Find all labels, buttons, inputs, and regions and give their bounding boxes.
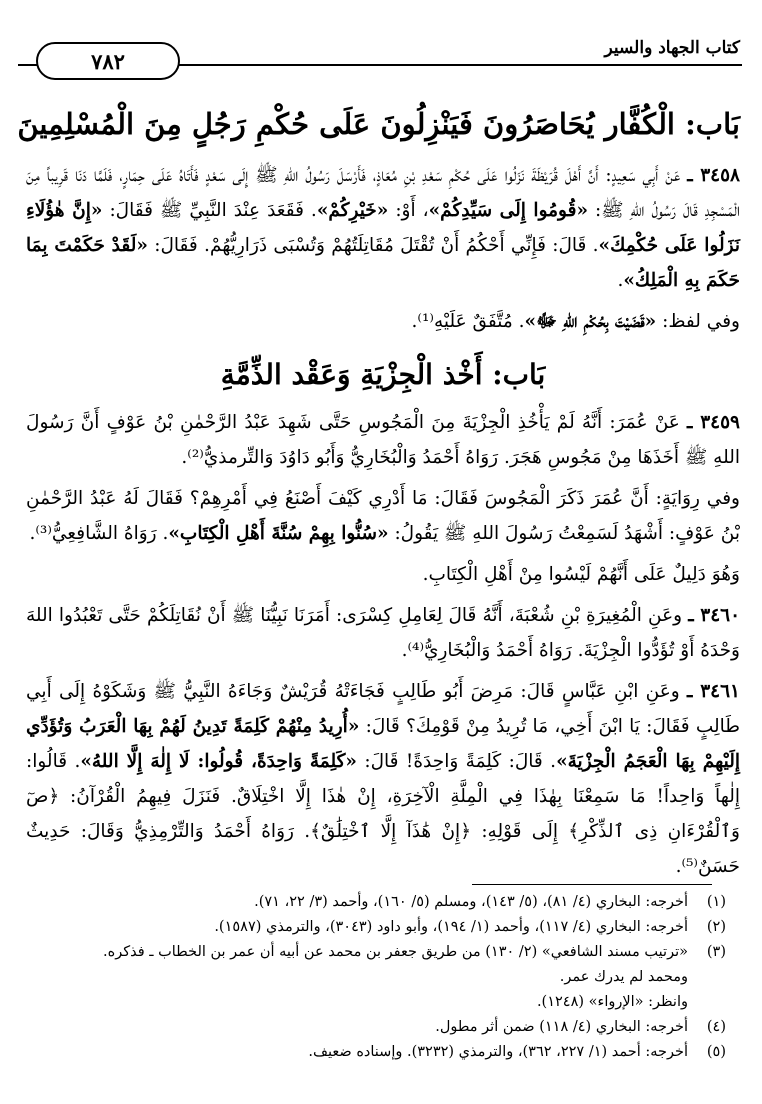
hadith-text: . قَالُوا: إِلٰهاً وَاحِداً! مَا سَمِعْنَا بِهٰذَا فِي الْمِلَّةِ الْآخِرَةِ، إِنْ هٰذَا إِلَّا اخْتِلَاقٌ. فَنَزَلَ فِيهِمُ الْقُرْآنُ: (26, 751, 740, 807)
prophetic-quote: «قَضَيْتَ بِحُكْمِ اللهِ ﷻ» (524, 311, 657, 332)
footnote-text: أخرجه: البخاري (٤/ ١١٨) ضمن أثر مطول. (435, 1019, 688, 1035)
footnotes (40, 890, 726, 1065)
hadith-text: . رَوَاهُ أَحْمَدُ وَالتِّرْمِذِيُّ وَقَالَ: حَدِيثٌ حَسَنٌ⁽⁵⁾. (26, 821, 740, 877)
hadith-3458 (26, 158, 740, 298)
footnote-1 (40, 890, 726, 915)
footnote-number (688, 965, 726, 990)
footnote-number: (٢) (706, 919, 726, 935)
hadith-text: إِلَى قَوْلِهِ: (481, 821, 558, 842)
hadith-text: وفي لفظ: (662, 311, 740, 332)
footnote-number: (٤) (706, 1019, 726, 1035)
prophetic-quote: «إِنَّ هٰؤُلَاءِ نَزَلُوا عَلَى حُكْمِكَ» (26, 200, 740, 256)
chapter-heading-2: بَاب: أَخْذ الْجِزْيَةِ وَعَقْد الذِّمَّةِ (220, 358, 546, 391)
commentary-line: وَهُوَ دَلِيلٌ عَلَى أَنَّهُمْ لَيْسُوا مِنْ أَهْلِ الْكِتَابِ. (422, 564, 740, 585)
main-text (17, 104, 741, 884)
footnote-number: (٣) (706, 944, 726, 960)
alternate-wording (26, 304, 740, 339)
quran-verse: ﴿صٓ وَٱلْقُرْءَانِ ذِى ٱلذِّكْرِ﴾ (26, 786, 740, 842)
hadith-number: ٣٤٦١ ـ (686, 681, 740, 702)
hadith-number: ٣٤٥٨ ـ (687, 165, 740, 186)
quran-verse: ﴿إِنْ هَٰذَآ إِلَّا ٱخْتِلَٰقٌ﴾ (310, 821, 472, 842)
hadith-3461 (26, 674, 740, 884)
chapter-heading-1: بَاب: الْكُفَّار يُحَاصَرُونَ فَيَنْزِلُونَ عَلَى حُكْمِ رَجُلٍ مِنَ الْمُسْلِمِينَ (17, 107, 740, 141)
footnote-2 (40, 915, 726, 940)
hadith-3459 (26, 405, 740, 475)
hadith-text: ، أَوْ: (395, 200, 429, 221)
hadith-text: وعَنِ الْمُغِيرَةِ بْنِ شُعْبَةَ، أَنَّهُ قَالَ لِعَامِلِ كِسْرَى: أَمَرَنَا نَبِيُّنَا ﷺ أَنْ نُقَاتِلَكُمْ حَتَّى تَعْبُدُوا اللهَ وَحْدَهُ أَوْ تُؤَدُّوا الْجِزْيَةَ. رَوَاهُ أَحْمَدُ وَالْبُخَارِيُّ⁽⁴⁾. (26, 605, 740, 661)
prophetic-quote: «كَلِمَةً وَاحِدَةً، قُولُوا: لَا إِلٰهَ إِلَّا اللهُ» (80, 751, 357, 772)
hadith-text: . قَالَ: فَإِنِّي أَحْكُمُ أَنْ تُقْتَلَ مُقَاتِلَتُهُمْ وَتُسْبَى ذَرَارِيُّهُمْ. فَقَالَ: (154, 235, 599, 256)
footnote-separator (472, 884, 712, 885)
prophetic-quote: «أُرِيدُ مِنْهُمْ كَلِمَةً تَدِينُ لَهُمْ بِهَا الْعَرَبُ وَتُؤَدِّي إِلَيْهِمْ بِهَا الْعَجَمُ الْجِزْيَةَ» (26, 716, 740, 772)
hadith-text: . فَقَعَدَ عِنْدَ النَّبِيِّ ﷺ فَقَالَ: (109, 200, 317, 221)
footnote-text: أخرجه: أحمد (١/ ٢٢٧، ٣٦٢)، والترمذي (٣٢٣٢). وإسناده ضعيف. (308, 1044, 688, 1060)
hadith-text: وفي رِوَايَةٍ: أَنَّ عُمَرَ ذَكَرَ الْمَجُوسَ فَقَالَ: مَا أَدْرِي كَيْفَ أَصْنَعُ فِي أَمْرِهِمْ؟ فَقَالَ لَهُ عَبْدُ الرَّحْمٰنِ بْنُ عَوْفٍ: أَشْهَدُ لَسَمِعْتُ رَسُولَ اللهِ ﷺ يَقُولُ: (26, 488, 740, 544)
prophetic-quote: «سُنُّوا بِهِمْ سُنَّةَ أَهْلِ الْكِتَابِ» (168, 523, 389, 544)
narration-variant (26, 481, 740, 551)
footnote-4 (40, 1015, 726, 1040)
footnote-3-cont-1 (40, 965, 726, 990)
footnote-text: ومحمد لم يدرك عمر. (559, 969, 688, 985)
hadith-text: . رَوَاهُ الشَّافِعِيُّ⁽³⁾. (29, 523, 169, 544)
hadith-number: ٣٤٦٠ ـ (688, 605, 741, 626)
prophetic-quote: «لَقَدْ حَكَمْتَ بِمَا حَكَمَ بِهِ الْمَلِكُ» (26, 235, 740, 291)
hadith-text: وعَنِ ابْنِ عَبَّاسٍ قَالَ: مَرِضَ أَبُو طَالِبٍ فَجَاءَتْهُ قُرَيْشٌ وَجَاءَهُ النَّبِيُّ ﷺ وَشَكَوْهُ إِلَى أَبِي طَالِبٍ فَقَالَ: يَا ابْنَ أَخِي، مَا تُرِيدُ مِنْ قَوْمِكَ؟ قَالَ: (26, 681, 740, 737)
footnote-text: أخرجه: البخاري (٤/ ٨١)، (٥/ ١٤٣)، ومسلم (٥/ ١٦٠)، وأحمد (٣/ ٢٢، ٧١). (254, 894, 688, 910)
running-header-title: كتاب الجهاد والسير (604, 38, 740, 58)
hadith-text: . مُتَّفَقٌ عَلَيْهِ⁽¹⁾. (411, 311, 525, 332)
footnote-number: (٥) (706, 1044, 726, 1060)
footnote-3 (40, 940, 726, 965)
hadith-text: عَنْ عُمَرَ: أَنَّهُ لَمْ يَأْخُذِ الْجِزْيَةَ مِنَ الْمَجُوسِ حَتَّى شَهِدَ عَبْدُ الرَّحْمٰنِ بْنُ عَوْفٍ أَنَّ رَسُولَ اللهِ ﷺ أَخَذَهَا مِنْ مَجُوسِ هَجَرَ. رَوَاهُ أَحْمَدُ وَالْبُخَارِيُّ وَأَبُو دَاوُدَ وَالتِّرمذيُّ⁽²⁾. (26, 412, 740, 468)
footnote-number (688, 990, 726, 1015)
footnote-text: «ترتيب مسند الشافعي» (٢/ ١٣٠) من طريق جعفر بن محمد عن أبيه أن عمر بن الخطاب ـ فذكره. (103, 944, 688, 960)
footnote-5 (40, 1040, 726, 1065)
hadith-text: . قَالَ: كَلِمَةً وَاحِدَةً! قَالَ: (364, 751, 557, 772)
hadith-text: عَنْ أَبِي سَعِيدٍ: أَنَّ أَهْلَ قُرَيْظَةَ نَزَلُوا عَلَى حُكْمِ سَعْدِ بْنِ مُعَاذٍ، فَأَرْسَلَ رَسُولُ اللهِ ﷺ إِلَى سَعْدٍ فَأَتَاهُ عَلَى حِمَارٍ، فَلَمَّا دَنَا قَرِيباً مِنَ الْمَسْجِدِ قَالَ رَسُولُ اللهِ ﷺ: (26, 165, 740, 221)
hadith-number: ٣٤٥٩ ـ (687, 412, 740, 433)
prophetic-quote: «خَيْرِكُمْ» (316, 200, 389, 221)
footnote-3-cont-2 (40, 990, 726, 1015)
hadith-text: . (617, 270, 624, 291)
page-number-badge: ٧٨٢ (36, 42, 180, 80)
footnote-text: أخرجه: البخاري (٤/ ١١٧)، وأحمد (١/ ١٩٤)، وأبو داود (٣٠٤٣)، والترمذي (١٥٨٧). (214, 919, 688, 935)
prophetic-quote: «قُومُوا إِلَى سَيِّدِكُمْ» (428, 200, 589, 221)
footnote-number: (١) (706, 894, 726, 910)
hadith-3460 (26, 598, 740, 668)
footnote-text: وانظر: «الإرواء» (١٢٤٨). (536, 994, 688, 1010)
